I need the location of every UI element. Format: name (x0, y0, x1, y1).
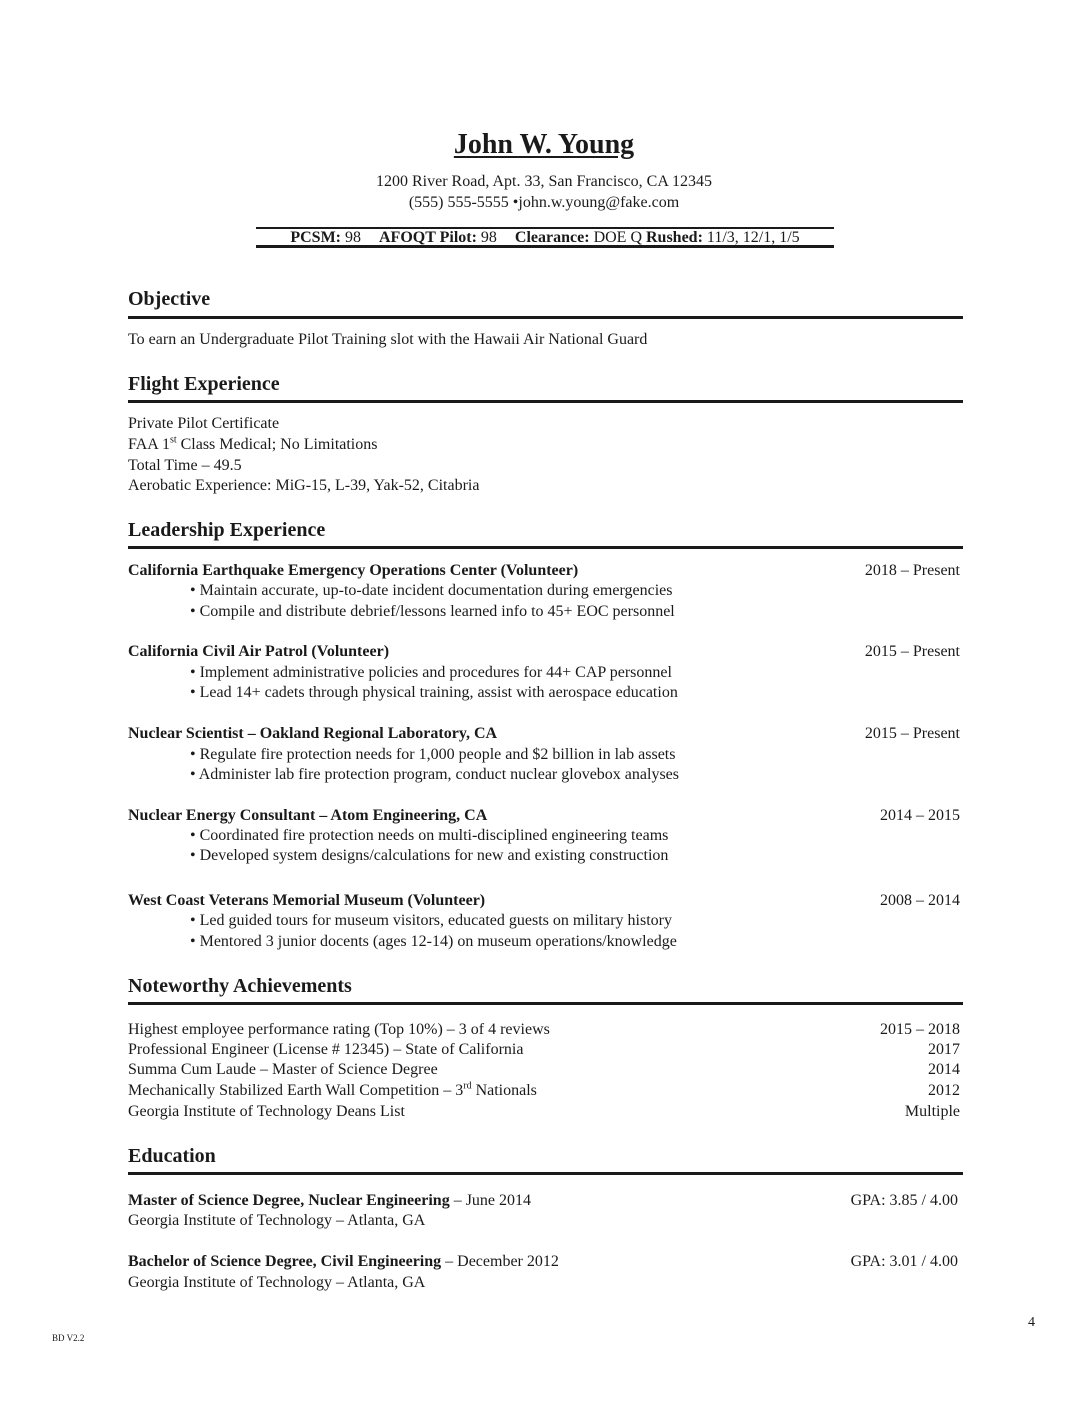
rushed-label: Rushed: (646, 229, 703, 246)
leadership-bullet: • Led guided tours for museum visitors, educated guests on military history (190, 912, 672, 929)
stats-bar (256, 227, 834, 248)
school-line: Georgia Institute of Technology – Atlanta, GA (128, 1212, 426, 1229)
degree-line (128, 1252, 559, 1272)
version-label: BD V2.2 (52, 1333, 85, 1343)
flight-experience-heading: Flight Experience (128, 373, 280, 395)
school-line: Georgia Institute of Technology – Atlanta, GA (128, 1274, 426, 1291)
afoqt-value: 98 (480, 229, 497, 246)
achievement-item: Highest employee performance rating (Top 10%) – 3 of 4 reviews (128, 1021, 550, 1038)
achievement-date: Multiple (904, 1103, 960, 1120)
gpa: GPA: 3.01 / 4.00 (850, 1253, 958, 1270)
achievements-heading: Noteworthy Achievements (128, 975, 352, 997)
leadership-entry-title: West Coast Veterans Memorial Museum (Volunteer) (128, 892, 486, 909)
objective-heading: Objective (128, 288, 211, 310)
email: john.w.young@fake.com (518, 194, 680, 211)
section-divider (128, 546, 963, 549)
leadership-bullet: • Coordinated fire protection needs on multi-disciplined engineering teams (190, 827, 669, 844)
rushed-value: 11/3, 12/1, 1/5 (706, 229, 800, 246)
leadership-bullet: • Regulate fire protection needs for 1,000 people and $2 billion in lab assets (190, 746, 676, 763)
flight-item: Private Pilot Certificate (128, 415, 280, 432)
degree-date: – June 2014 (449, 1192, 532, 1209)
objective-text: To earn an Undergraduate Pilot Training slot with the Hawaii Air National Guard (128, 331, 648, 348)
achievement-date: 2017 (928, 1041, 960, 1058)
flight-item: Total Time – 49.5 (128, 457, 242, 474)
education-heading: Education (128, 1145, 216, 1167)
leadership-experience-heading: Leadership Experience (128, 519, 326, 541)
leadership-entry-dates: 2018 – Present (864, 562, 960, 579)
flight-item: Aerobatic Experience: MiG-15, L-39, Yak-52, Citabria (128, 477, 480, 494)
leadership-entry-title: California Earthquake Emergency Operations Center (Volunteer) (128, 562, 579, 579)
leadership-bullet: • Developed system designs/calculations for new and existing construction (190, 847, 669, 864)
leadership-entry-dates: 2014 – 2015 (880, 807, 960, 824)
section-divider (128, 400, 963, 403)
pcsm-label: PCSM: (290, 229, 341, 246)
leadership-entry-title: Nuclear Scientist – Oakland Regional Laboratory, CA (128, 725, 498, 742)
section-divider (128, 1172, 963, 1175)
leadership-entry-dates: 2008 – 2014 (880, 892, 960, 909)
leadership-bullet: • Implement administrative policies and procedures for 44+ CAP personnel (190, 664, 672, 681)
separator-bullet: • (512, 194, 519, 211)
clearance-label: Clearance: (514, 229, 590, 246)
pcsm-value: 98 (345, 229, 361, 246)
page-number: 4 (1028, 1315, 1035, 1330)
achievement-item: Professional Engineer (License # 12345) – State of California (128, 1041, 524, 1058)
gpa: GPA: 3.85 / 4.00 (850, 1192, 958, 1209)
achievement-item: Summa Cum Laude – Master of Science Degree (128, 1061, 438, 1078)
section-divider (128, 316, 963, 319)
leadership-bullet: • Administer lab fire protection program, conduct nuclear glovebox analyses (190, 766, 680, 783)
achievement-date: 2012 (928, 1082, 960, 1099)
degree-title: Bachelor of Science Degree, Civil Engineering (128, 1253, 442, 1270)
achievement-item: Georgia Institute of Technology Deans List (128, 1103, 405, 1120)
achievement-date: 2014 (928, 1061, 960, 1078)
leadership-bullet: • Maintain accurate, up-to-date incident documentation during emergencies (190, 582, 673, 599)
leadership-bullet: • Compile and distribute debrief/lessons learned info to 45+ EOC personnel (190, 603, 675, 620)
afoqt-label: AFOQT Pilot: (379, 229, 477, 246)
flight-item: FAA 1st Class Medical; No Limitations (128, 434, 378, 453)
leadership-entry-dates: 2015 – Present (864, 643, 960, 660)
leadership-bullet: • Mentored 3 junior docents (ages 12-14) on museum operations/knowledge (190, 933, 677, 950)
leadership-entry-title: Nuclear Energy Consultant – Atom Engineering, CA (128, 807, 488, 824)
degree-line (128, 1191, 531, 1211)
contact-line (0, 193, 1088, 213)
leadership-bullet: • Lead 14+ cadets through physical training, assist with aerospace education (190, 684, 678, 701)
degree-date: – December 2012 (441, 1253, 559, 1270)
candidate-name: John W. Young (453, 129, 635, 160)
achievement-date: 2015 – 2018 (880, 1021, 960, 1038)
address: 1200 River Road, Apt. 33, San Francisco, CA 12345 (376, 173, 712, 190)
leadership-entry-dates: 2015 – Present (864, 725, 960, 742)
phone: (555) 555-5555 (408, 194, 509, 211)
degree-title: Master of Science Degree, Nuclear Engineering (128, 1192, 450, 1209)
leadership-entry-title: California Civil Air Patrol (Volunteer) (128, 643, 390, 660)
clearance-value: DOE Q (593, 229, 642, 246)
section-divider (128, 1002, 963, 1005)
achievement-item: Mechanically Stabilized Earth Wall Competition – 3rd Nationals (128, 1080, 537, 1099)
